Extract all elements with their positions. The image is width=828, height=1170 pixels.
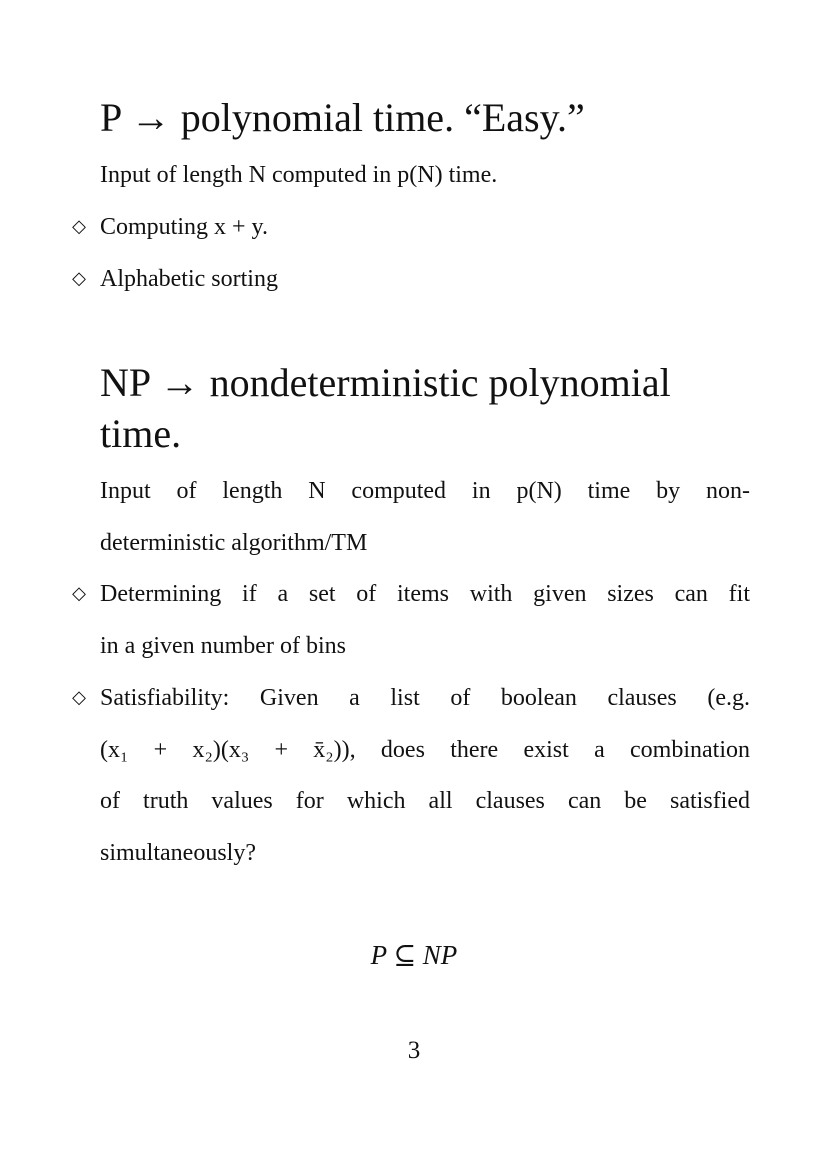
diamond-bullet-icon: ◇ bbox=[72, 687, 86, 708]
subset-formula: P ⊆ NP bbox=[370, 940, 458, 970]
np-item-bins-line1: Determining if a set of items with given sizes can fit bbox=[100, 581, 750, 607]
p-item-sorting: Alphabetic sorting bbox=[100, 266, 278, 292]
np-item-sat-line4: simultaneously? bbox=[100, 840, 256, 866]
diamond-bullet-icon: ◇ bbox=[72, 216, 86, 237]
np-item-sat-line2: (x₁ + x₂)(x₃ + x̄₂)), does there exist a combination bbox=[100, 737, 750, 763]
page-number: 3 bbox=[407, 1037, 421, 1064]
np-item-sat-line1: Satisfiability: Given a list of boolean clauses (e.g. bbox=[100, 685, 750, 711]
np-heading-line1: NP → nondeterministic polynomial bbox=[100, 360, 671, 405]
np-heading-line2: time. bbox=[100, 411, 182, 456]
diamond-bullet-icon: ◇ bbox=[72, 583, 86, 604]
p-item-computing: Computing x + y. bbox=[100, 214, 268, 240]
p-description: Input of length N computed in p(N) time. bbox=[100, 162, 498, 188]
p-heading: P → polynomial time. “Easy.” bbox=[100, 95, 585, 140]
np-description-line1: Input of length N computed in p(N) time by non- bbox=[100, 478, 750, 504]
diamond-bullet-icon: ◇ bbox=[72, 268, 86, 289]
np-item-sat-line3: of truth values for which all clauses can be satisfied bbox=[100, 788, 750, 814]
np-item-bins-line2: in a given number of bins bbox=[100, 633, 346, 659]
np-description-line2: deterministic algorithm/TM bbox=[100, 530, 368, 556]
